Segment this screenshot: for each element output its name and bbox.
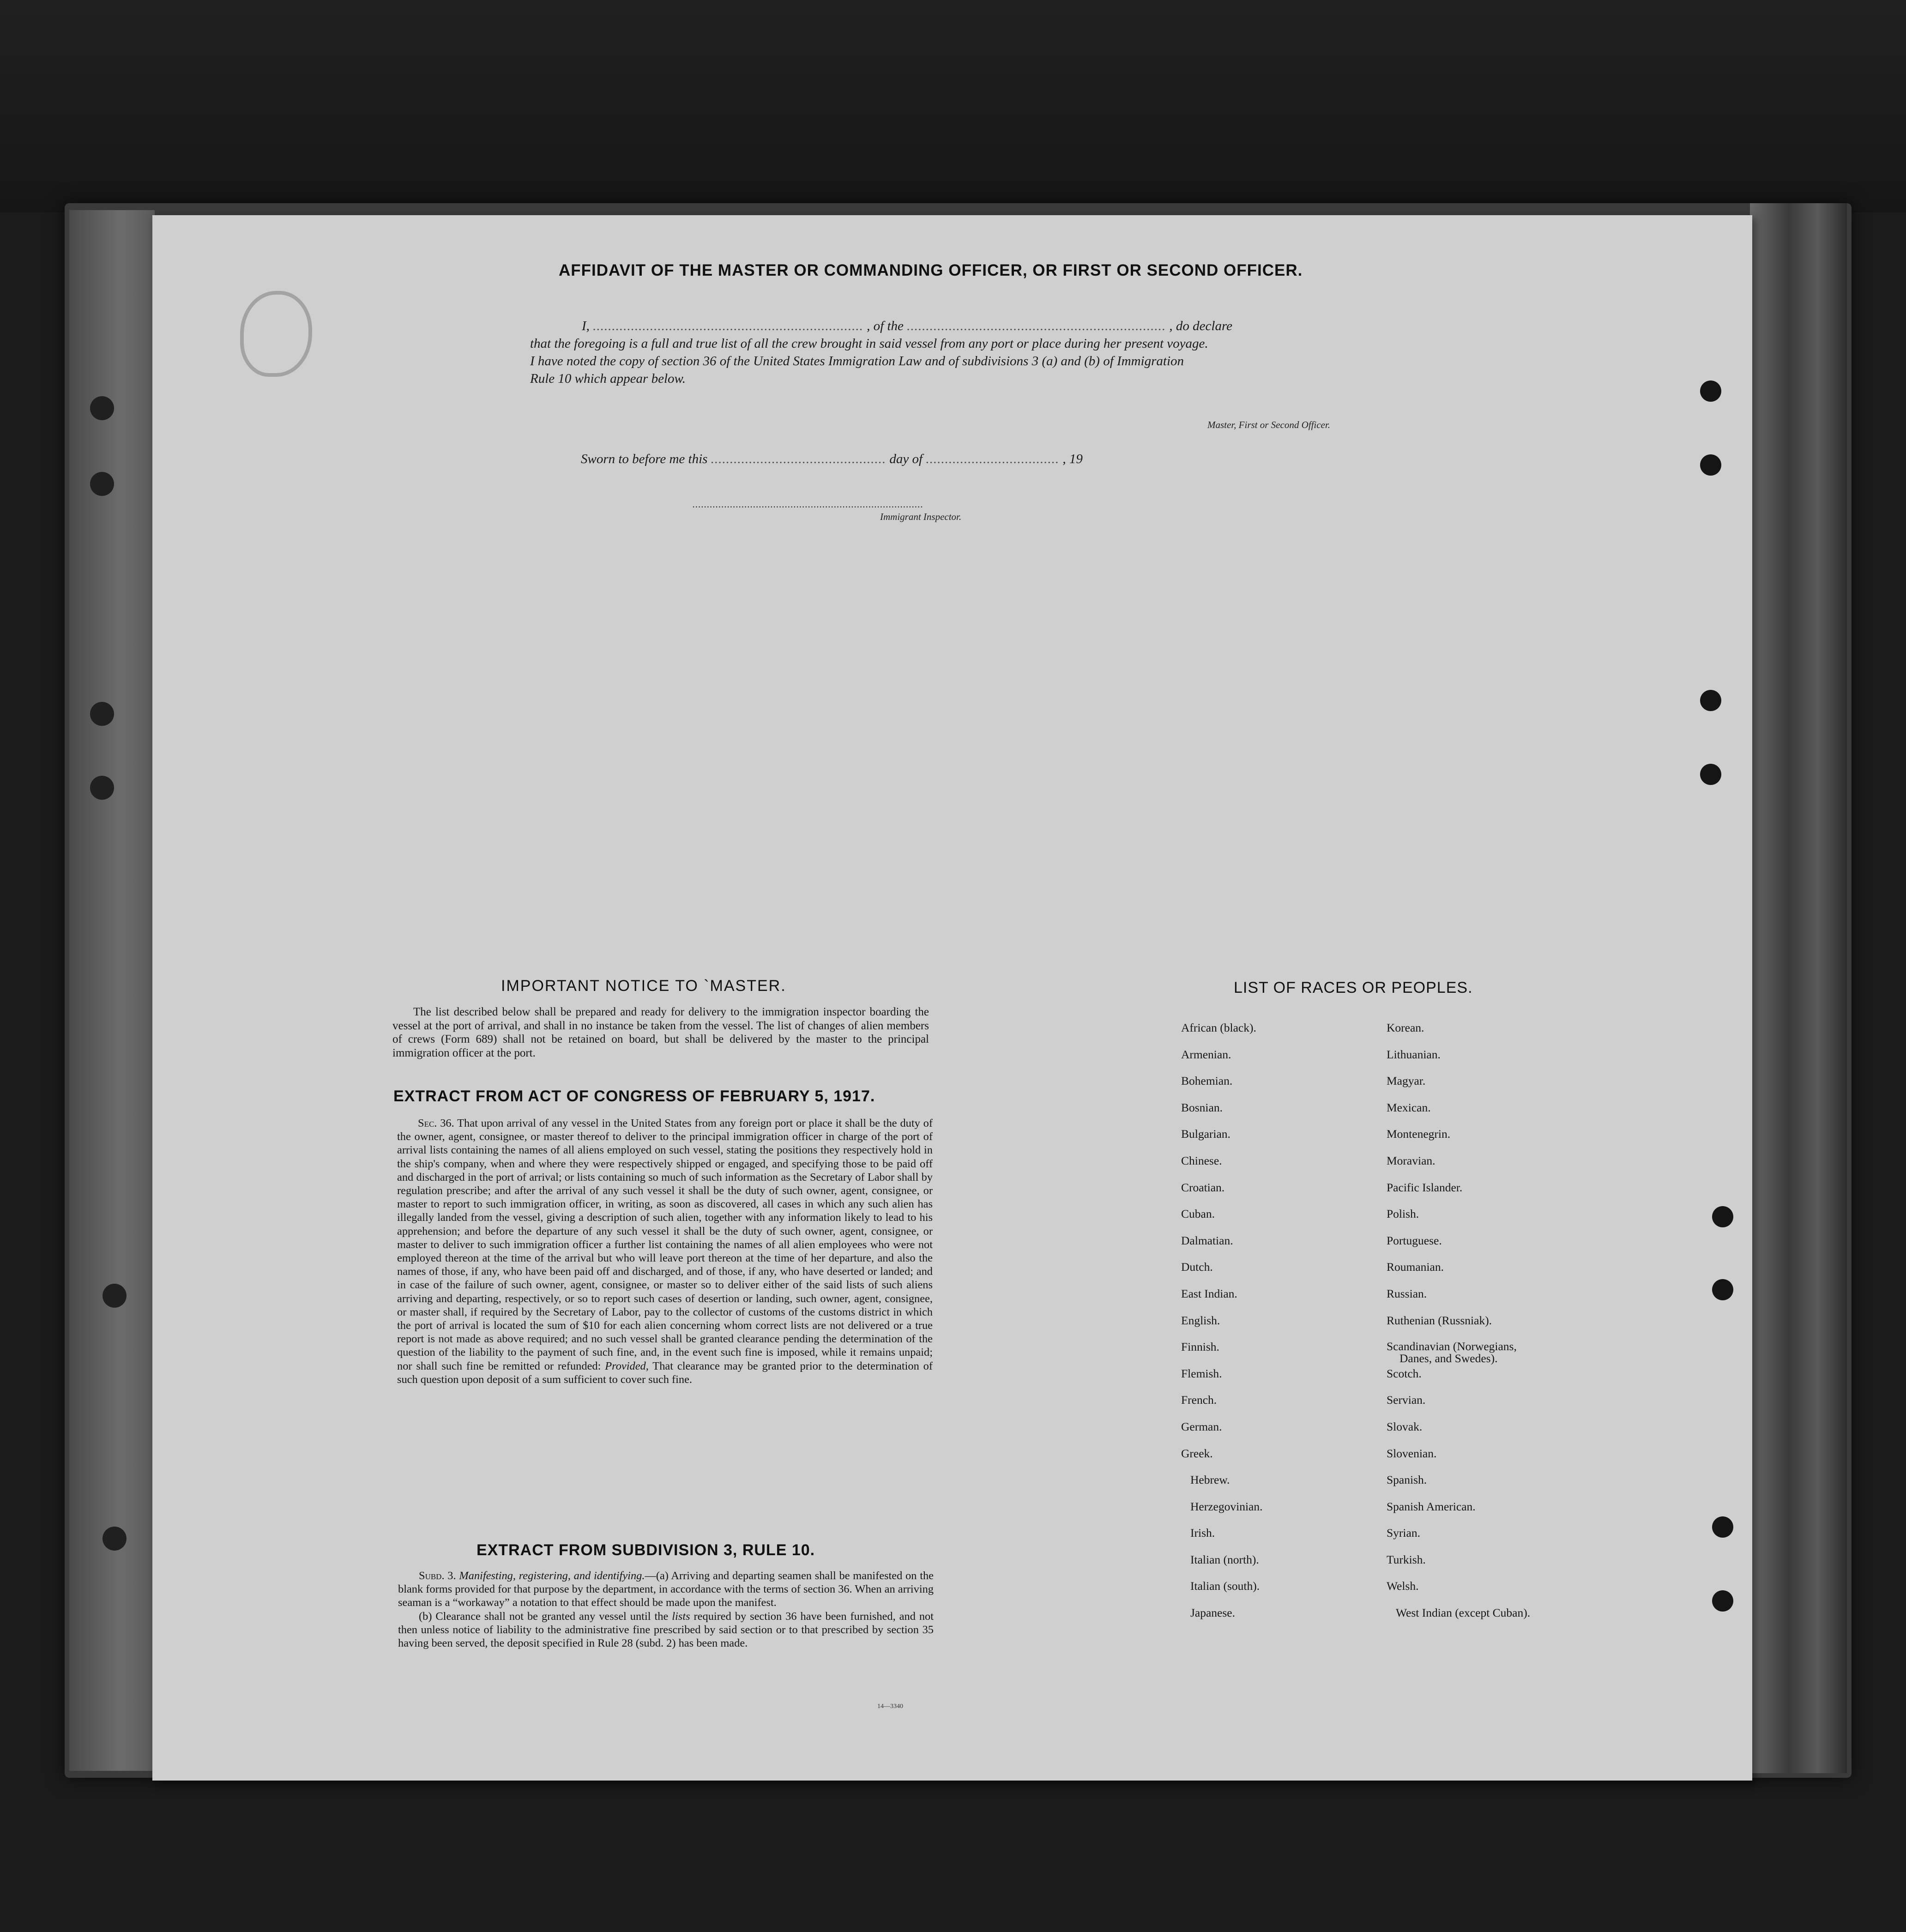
act-extract-title: EXTRACT FROM ACT OF CONGRESS OF FEBRUARY 5, 1917. xyxy=(393,1087,875,1105)
race-item: Slovak. xyxy=(1387,1419,1423,1433)
sworn-day-of: day of xyxy=(889,452,923,466)
race-item: Cuban. xyxy=(1181,1207,1215,1221)
race-item: Bohemian. xyxy=(1181,1074,1233,1088)
punch-hole-right-2 xyxy=(1700,454,1721,476)
punch-hole-left-6 xyxy=(103,1527,127,1551)
sworn-line xyxy=(581,452,1083,467)
race-item: Lithuanian. xyxy=(1387,1047,1441,1061)
form-number: 14—3340 xyxy=(877,1703,903,1710)
race-item: Ruthenian (Russniak). xyxy=(1387,1313,1492,1327)
handwritten-page-number-mark xyxy=(240,291,312,377)
sworn-day-blank: .............................................. xyxy=(711,452,887,466)
punch-hole-left-2 xyxy=(90,472,114,496)
race-item-scandinavian-line2: Danes, and Swedes). xyxy=(1399,1352,1498,1365)
punch-hole-left-5 xyxy=(103,1284,127,1308)
race-item: English. xyxy=(1181,1313,1220,1327)
races-column-right xyxy=(1387,1021,1530,1633)
race-item: Moravian. xyxy=(1387,1153,1436,1167)
sec-36-text: That upon arrival of any vessel in the United States from any foreign port or place it shall be the duty of the owner, agent, consignee, or master thereof to deliver to the principal immigration officer in charge of the port of arrival lists containing the names of all aliens employed on such vessel, stating the positions they respectively hold in the ship's company, when and where they were respectively shipped or engaged, and specifying those to be paid off and discharged in the port of arrival; or lists containing so much of such information as the Secretary of Labor shall by regulation prescribe; and after the arrival of any such vessel it shall be the duty of such owner, agent, consignee, or master to report to such immigration officer, in writing, as soon as discovered, all cases in which any such alien has illegally landed from the vessel, giving a description of such alien, together with any information likely to lead to his apprehension; and before the departure of any such vessel it shall be the duty of such owner, agent, consignee, or master to deliver to such immigration officer a further list containing the names of all alien employees who were not employed thereon at the time of the arrival but who will leave port thereon at the time of her departure, and also the names of those, if any, who have been paid off and discharged, and of those, if any, who have deserted or landed; and in case of the failure of such owner, agent, consignee, or master so to deliver either of the said lists of such aliens arriving and departing, respectively, or so to report such cases of desertion or landing, such owner, agent, consignee, or master shall, if required by the Secretary of Labor, pay to the collector of customs of the customs district in which the port of arrival is located the sum of $10 for each alien concerning whom correct lists are not delivered or a true report is not made as above required; and no such vessel shall be granted clearance pending the determination of the question of the liability to the payment of such fine, and, in the event such fine is imposed, while it remains unpaid; nor shall such fine be remitted or refunded: xyxy=(397,1117,933,1372)
affidavit-do-declare: , do declare xyxy=(1169,319,1233,333)
race-item: Chinese. xyxy=(1181,1153,1222,1167)
subd-3-heading: Manifesting, registering, and identifying. xyxy=(459,1570,645,1582)
provided-label: Provided, xyxy=(605,1359,649,1372)
races-title: LIST OF RACES OR PEOPLES. xyxy=(1234,979,1473,996)
race-item: Polish. xyxy=(1387,1207,1419,1221)
punch-hole-left-1 xyxy=(90,396,114,420)
sworn-prefix: Sworn to before me this xyxy=(581,452,708,466)
notice-title: IMPORTANT NOTICE TO `MASTER. xyxy=(501,977,786,995)
race-item: Syrian. xyxy=(1387,1526,1420,1540)
affidavit-line-4: Rule 10 which appear below. xyxy=(530,371,686,386)
affidavit-line-2: that the foregoing is a full and true list of all the crew brought in said vessel from any port or place during her present voyage. xyxy=(530,336,1208,351)
race-item: Hebrew. xyxy=(1190,1473,1230,1487)
punch-hole-left-3 xyxy=(90,702,114,726)
race-item: Mexican. xyxy=(1387,1100,1431,1114)
punch-hole-right-1 xyxy=(1700,380,1721,402)
subd-3-para-b-end: required by section 36 have been furnished, and not then unless notice of liability to the administrative fine prescribed by said section or to that prescribed by section 35 having been served, the deposit specified in Rule 28 (subd. 2) has been made. xyxy=(398,1610,934,1650)
binding-strip-right xyxy=(1750,203,1847,1773)
subd-3-label: Subd. 3. xyxy=(419,1570,456,1582)
race-item: Dalmatian. xyxy=(1181,1233,1233,1247)
race-item: Dutch. xyxy=(1181,1260,1213,1274)
sworn-month-blank: ................................... xyxy=(926,452,1060,466)
punch-hole-right-3 xyxy=(1700,690,1721,711)
race-item: Montenegrin. xyxy=(1387,1127,1451,1141)
punch-hole-right-7 xyxy=(1712,1516,1733,1538)
race-item: German. xyxy=(1181,1419,1222,1433)
race-item: Bosnian. xyxy=(1181,1100,1223,1114)
punch-hole-right-8 xyxy=(1712,1590,1733,1612)
act-extract-body xyxy=(397,1117,933,1386)
master-signature-caption: Master, First or Second Officer. xyxy=(1207,419,1330,430)
race-item: Croatian. xyxy=(1181,1180,1225,1194)
subd-3-lists: lists xyxy=(672,1610,690,1623)
race-item-scandinavian xyxy=(1387,1340,1530,1367)
rule-extract-title: EXTRACT FROM SUBDIVISION 3, RULE 10. xyxy=(476,1541,815,1559)
vessel-name-blank: .................................................................... xyxy=(907,319,1166,333)
race-item: Turkish. xyxy=(1387,1552,1426,1566)
inspector-signature-line: ................................................................................ xyxy=(693,499,923,510)
subd-3-para-a: —(a) Arriving and departing seamen shall be manifested on the blank forms provided for that purpose by the department, in accordance with the terms of section 36. When an arriving seaman is a “workaway” a notation to that effect should be made upon the manifest. xyxy=(398,1570,934,1609)
race-item: Korean. xyxy=(1387,1021,1424,1034)
race-item: Japanese. xyxy=(1190,1606,1235,1620)
race-item: Finnish. xyxy=(1181,1340,1219,1354)
race-item: French. xyxy=(1181,1393,1217,1407)
race-item: Herzegovinian. xyxy=(1190,1499,1263,1513)
race-item: East Indian. xyxy=(1181,1286,1237,1300)
sec-36-text-end: That clearance may be granted prior to the determination of such question upon deposit of a sum sufficient to cover such fine. xyxy=(397,1359,933,1386)
race-item: Armenian. xyxy=(1181,1047,1231,1061)
scanner-background xyxy=(0,0,1906,212)
race-item: Bulgarian. xyxy=(1181,1127,1230,1141)
master-name-blank: ....................................................................... xyxy=(593,319,863,333)
race-item: Scotch. xyxy=(1387,1366,1422,1380)
affidavit-title: AFFIDAVIT OF THE MASTER OR COMMANDING OFFICER, OR FIRST OR SECOND OFFICER. xyxy=(559,261,1303,279)
affidavit-line-1 xyxy=(582,319,1232,334)
race-item: Italian (north). xyxy=(1190,1552,1259,1566)
punch-hole-right-5 xyxy=(1712,1206,1733,1227)
race-item-scandinavian-line1: Scandinavian (Norwegians, xyxy=(1387,1340,1517,1353)
race-item: Greek. xyxy=(1181,1446,1213,1460)
subd-3-para-b-start: (b) Clearance shall not be granted any vessel until the xyxy=(419,1610,669,1623)
race-item: African (black). xyxy=(1181,1021,1256,1034)
race-item: Slovenian. xyxy=(1387,1446,1437,1460)
races-column-left xyxy=(1181,1021,1262,1633)
race-item: Italian (south). xyxy=(1190,1579,1260,1593)
rule-extract-body xyxy=(398,1569,934,1650)
race-item: Flemish. xyxy=(1181,1366,1222,1380)
race-item: Spanish. xyxy=(1387,1473,1427,1487)
race-item: Irish. xyxy=(1190,1526,1215,1540)
race-item: Servian. xyxy=(1387,1393,1426,1407)
punch-hole-right-4 xyxy=(1700,764,1721,785)
notice-body: The list described below shall be prepared and ready for delivery to the immigration inspector boarding the vessel at the port of arrival, and shall in no instance be taken from the vessel. The list of changes of alien members of crews (Form 689) shall not be retained on board, but shall be delivered by the master to the principal immigration officer at the port. xyxy=(392,1006,929,1059)
affidavit-of-the: , of the xyxy=(867,319,904,333)
affidavit-line-3: I have noted the copy of section 36 of the United States Immigration Law and of subdivisions 3 (a) and (b) of Immigration xyxy=(530,354,1184,368)
race-item: Welsh. xyxy=(1387,1579,1419,1593)
race-item: Roumanian. xyxy=(1387,1260,1444,1274)
race-item: Pacific Islander. xyxy=(1387,1180,1463,1194)
sec-36-label: Sec. 36. xyxy=(418,1117,454,1129)
race-item: Russian. xyxy=(1387,1286,1427,1300)
affidavit-i: I, xyxy=(582,319,590,333)
race-item: Magyar. xyxy=(1387,1074,1426,1088)
punch-hole-left-4 xyxy=(90,776,114,800)
race-item: Spanish American. xyxy=(1387,1499,1476,1513)
race-item: Portuguese. xyxy=(1387,1233,1442,1247)
punch-hole-right-6 xyxy=(1712,1279,1733,1300)
sworn-year: , 19 xyxy=(1062,452,1083,466)
inspector-caption: Immigrant Inspector. xyxy=(880,511,962,522)
race-item: West Indian (except Cuban). xyxy=(1396,1606,1531,1620)
